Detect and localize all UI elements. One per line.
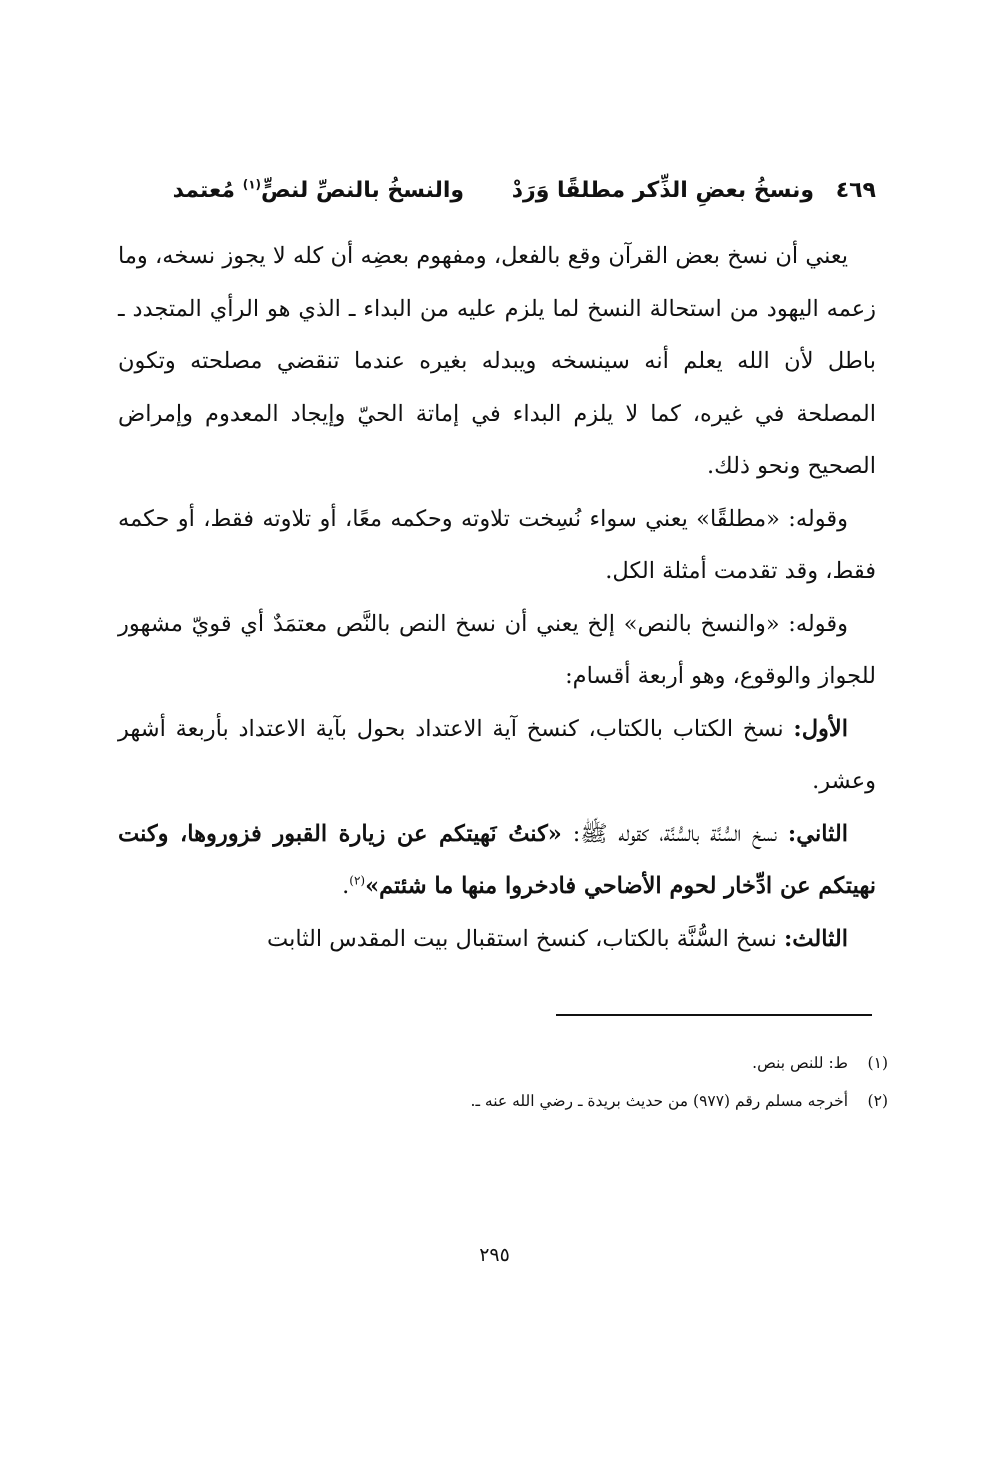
- paragraph-text: نسخ السُّنَّة بالكتاب، كنسخ استقبال بيت المقدس الثابت: [267, 925, 784, 952]
- paragraph: يعني أن نسخ بعض القرآن وقع بالفعل، ومفهوم بعضِه أن كله لا يجوز نسخه، وما زعمه اليهود من استحالة النسخ لما يلزم عليه من البداء ـ الذي هو الرأي المتجدد ـ باطل لأن الله يعلم أنه سينسخه ويبدله بغيره عندما تنقضي مصلحته وتكون المصلحة في غيره، كما لا يلزم البداء في إماتة الحيّ وإيجاد المعدوم وإمراض الصحيح ونحو ذلك.: [118, 243, 876, 479]
- paragraph: [118, 913, 876, 966]
- verse-first-hemistich: ونسخُ بعضِ الذِّكر مطلقًا وَرَدْ: [511, 178, 815, 203]
- paragraph: وقوله: «مطلقًا» يعني سواء نُسِخت تلاوته وحكمه معًا، أو تلاوته فقط، أو حكمه فقط، وقد تقدمت أمثلة الكل.: [118, 505, 876, 584]
- paragraph: وقوله: «والنسخ بالنص» إلخ يعني أن نسخ النص بالنَّص معتمَدٌ أي قويّ مشهور للجواز والوقوع، وهو أربعة أقسام:: [118, 610, 876, 689]
- footnote-text: ط: للنص بنص.: [752, 1054, 848, 1072]
- paragraph: [118, 808, 876, 913]
- verse-second-hemistich-end: مُعتمد: [172, 178, 236, 203]
- commentary-body: [118, 230, 876, 965]
- section-label: الثالث:: [783, 925, 848, 952]
- footnotes: [118, 1044, 888, 1120]
- section-label: الأول:: [793, 715, 848, 742]
- verse-number: ٤٦٩: [835, 178, 876, 203]
- section-label: الثاني:: [787, 820, 848, 847]
- paragraph-text: نسخ الكتاب بالكتاب، كنسخ آية الاعتداد بحول بآية الاعتداد بأربعة أشهر وعشر.: [118, 715, 876, 794]
- verse-second-hemistich-text: والنسخُ بالنصِّ لنصٍّ: [261, 178, 465, 203]
- paragraph-end: .: [342, 873, 350, 899]
- verse-line: [118, 166, 876, 216]
- footnote-reference: (١): [242, 177, 262, 192]
- footnote-text: أخرجه مسلم رقم (٩٧٧) من حديث بريدة ـ رضي الله عنه ـ.: [470, 1092, 848, 1110]
- footnote: [118, 1082, 888, 1120]
- footnote-divider: [556, 1014, 872, 1016]
- page-number: ٢٩٥: [479, 1244, 510, 1266]
- footnote-reference: (٢): [349, 873, 366, 888]
- paragraph-text: نسخ السُّنَّة بالسُّنَّة، كقوله ﷺ:: [561, 820, 788, 847]
- paragraph: [118, 703, 876, 808]
- verse-second-hemistich: [173, 166, 465, 216]
- footnote-number: (٢): [867, 1092, 888, 1110]
- hadith-quote: «كنتُ نَهيتكم عن زيارة القبور فزوروها، وكنت نهيتكم عن ادِّخار لحوم الأضاحي فادخروا منها ما شئتم»: [118, 820, 876, 899]
- footnote: [118, 1044, 888, 1082]
- footnote-number: (١): [867, 1054, 888, 1072]
